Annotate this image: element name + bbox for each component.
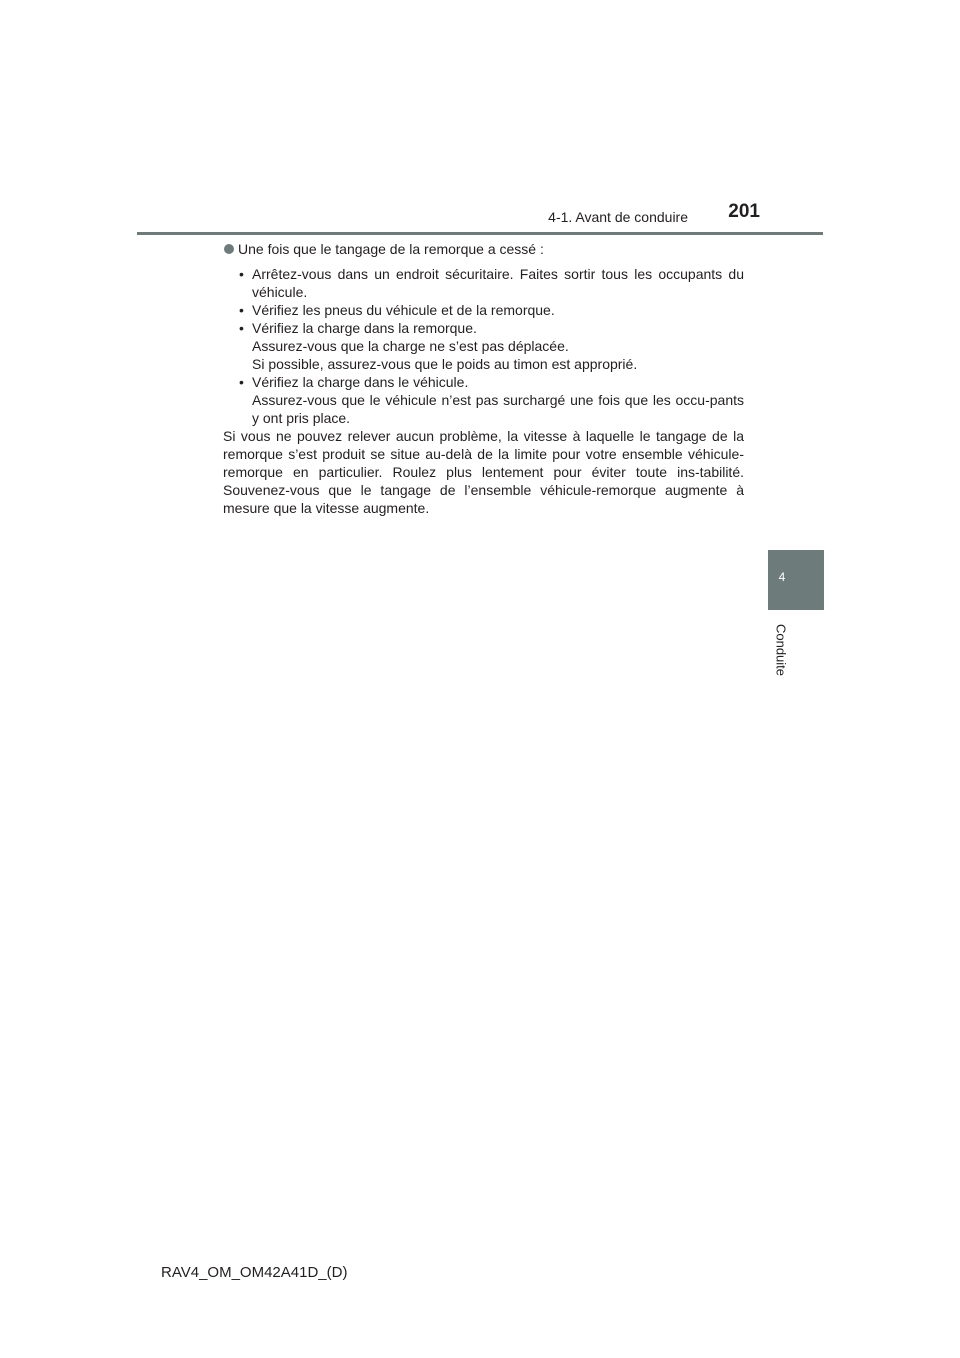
chapter-tab <box>768 550 824 610</box>
list-item-line: Vérifiez la charge dans le véhicule. <box>252 374 469 390</box>
list-marker: • <box>239 302 244 318</box>
list-marker: • <box>239 374 244 390</box>
list-item-line: Vérifiez la charge dans la remorque. <box>252 320 477 336</box>
page-number: 201 <box>728 201 760 222</box>
chapter-number: 4 <box>778 570 786 584</box>
bullet-heading <box>223 240 744 258</box>
header-section-title: 4-1. Avant de conduire <box>548 209 688 225</box>
list-marker: • <box>239 320 244 336</box>
list-item-line: Arrêtez-vous dans un endroit sécuritaire. Faites sortir tous les occupants du véhicule. <box>252 266 744 300</box>
bullet-text: Une fois que le tangage de la remorque a cessé : <box>238 241 544 257</box>
document-code: RAV4_OM_OM42A41D_(D) <box>161 1264 348 1281</box>
list-item-line: Assurez-vous que le véhicule n’est pas surchargé une fois que les occu-pants y ont pris place. <box>252 392 744 426</box>
check-list <box>223 265 744 427</box>
list-item <box>223 373 744 427</box>
chapter-label-wrap <box>768 615 794 685</box>
list-item-line: Si possible, assurez-vous que le poids au timon est approprié. <box>252 356 638 372</box>
list-item-line: Vérifiez les pneus du véhicule et de la remorque. <box>252 302 555 318</box>
header-rule <box>137 232 823 235</box>
list-item <box>223 301 744 319</box>
list-marker: • <box>239 266 244 282</box>
list-item <box>223 265 744 301</box>
list-item <box>223 319 744 373</box>
bullet-dot-icon <box>224 244 234 254</box>
chapter-label: Conduite <box>773 623 789 677</box>
list-item-line: Assurez-vous que la charge ne s’est pas déplacée. <box>252 338 569 354</box>
body-content <box>223 240 744 517</box>
body-paragraph: Si vous ne pouvez relever aucun problème, la vitesse à laquelle le tangage de la remorque s’est produit se situe au-delà de la limite pour votre ensemble véhicule-remorque en particulier. Roulez plus lentement pour éviter toute ins-tabilité. Souvenez-vous que le tangage de l’ensemble véhicule-remorque augmente à mesure que la vitesse augmente. <box>223 428 744 516</box>
